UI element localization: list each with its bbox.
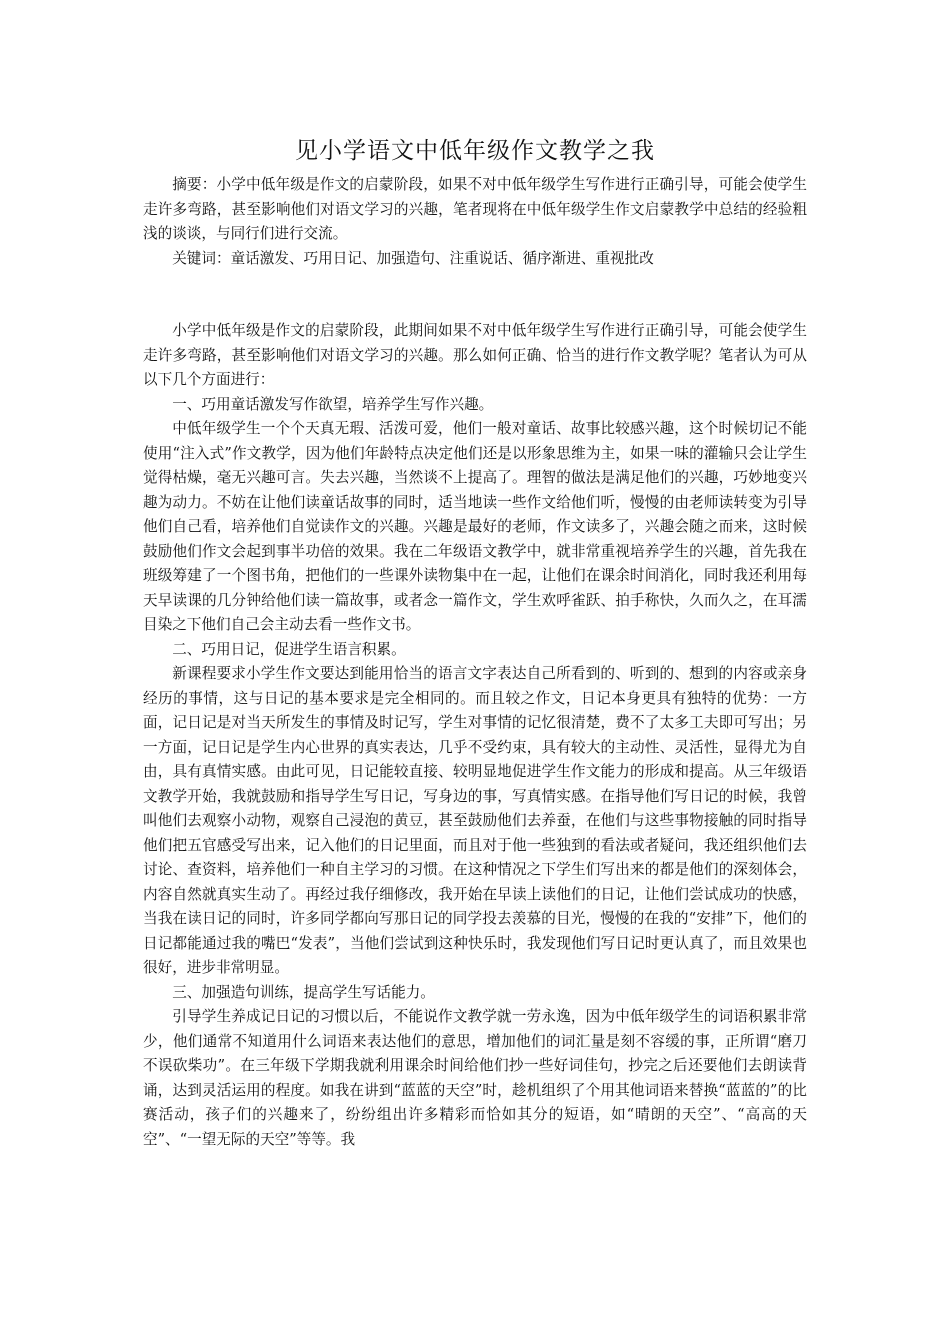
section-heading-1: 一、巧用童话激发写作欲望，培养学生写作兴趣。 [172,395,494,413]
body-paragraph-2: 新课程要求小学生作文要达到能用恰当的语言文字表达自己所看到的、听到的、想到的内容或亲身经历的事情，这与日记的基本要求是完全相同的。而且较之作文，日记本身更具有独特的优势：一方面，记日记是对当天所发生的事情及时记写，学生对事情的记忆很清楚，费不了太多工夫即可写出；另一方面，记日记是学生内心世界的真实表达，几乎不受约束，具有较大的主动性、灵活性，显得尤为自由，具有真情实感。由此可见，日记能较直接、较明显地促进学生作文能力的形成和提高。从三年级语文教学开始，我就鼓励和指导学生写日记，写身边的事，写真情实感。在指导他们写日记的时候，我曾叫他们去观察小动物，观察自己浸泡的黄豆，甚至鼓励他们去养蚕，在他们与这些事物接触的同时指导他们把五官感受写出来，记入他们的日记里面，而且对于他一些独到的看法或者疑问，我还组织他们去讨论、查资料，培养他们一种自主学习的习惯。在这种情况之下学生们写出来的都是他们的深刻体会，内容自然就真实生动了。再经过我仔细修改，我开始在早读上读他们的日记，让他们尝试成功的快感，当我在读日记的同时，许多同学都向写那日记的同学投去羡慕的目光，慢慢的在我的“安排”下，他们的日记都能通过我的嘴巴“发表”，当他们尝试到这种快乐时，我发现他们写日记时更认真了，而且效果也很好，进步非常明显。 [143,665,807,976]
intro-paragraph: 小学中低年级是作文的启蒙阶段，此期间如果不对中低年级学生写作进行正确引导，可能会使学生走许多弯路，甚至影响他们对语文学习的兴趣。那么如何正确、恰当的进行作文教学呢？笔者认为可从以下几个方面进行： [143,322,807,388]
body-paragraph-3: 引导学生养成记日记的习惯以后，不能说作文教学就一劳永逸，因为中低年级学生的词语积累非常少，他们通常不知道用什么词语来表达他们的意思，增加他们的词汇量是刻不容缓的事，正所谓“磨刀不误砍柴功”。在三年级下学期我就利用课余时间给他们抄一些好词佳句，抄完之后还要他们去朗读背诵，达到灵活运用的程度。如我在讲到“蓝蓝的天空”时，趁机组织了个用其他词语来替换“蓝蓝的”的比赛活动，孩子们的兴趣来了，纷纷组出许多精彩而恰如其分的短语，如“晴朗的天空”、“高高的天空”、“一望无际的天空”等等。我 [143,1008,807,1148]
body-paragraph-1: 中低年级学生一个个天真无瑕、活泼可爱，他们一般对童话、故事比较感兴趣，这个时候切记不能使用“注入式”作文教学，因为他们年龄特点决定他们还是以形象思维为主，如果一味的灌输只会让学生觉得枯燥，毫无兴趣可言。失去兴趣，当然谈不上提高了。理智的做法是满足他们的兴趣，巧妙地变兴趣为动力。不妨在让他们读童话故事的同时，适当地读一些作文给他们听，慢慢的由老师读转变为引导他们自己看，培养他们自觉读作文的兴趣。兴趣是最好的老师，作文读多了，兴趣会随之而来，这时候鼓励他们作文会起到事半功倍的效果。我在二年级语文教学中，就非常重视培养学生的兴趣，首先我在班级筹建了一个图书角，把他们的一些课外读物集中在一起，让他们在课余时间消化，同时我还利用每天早读课的几分钟给他们读一篇故事，或者念一篇作文，学生欢呼雀跃、拍手称快，久而久之，在耳濡目染之下他们自己会主动去看一些作文书。 [143,420,807,633]
abstract-paragraph: 摘要：小学中低年级是作文的启蒙阶段，如果不对中低年级学生写作进行正确引导，可能会使学生走许多弯路，甚至影响他们对语文学习的兴趣，笔者现将在中低年级学生作文启蒙教学中总结的经验粗浅的谈谈，与同行们进行交流。 [143,176,807,242]
document-title: 见小学语文中低年级作文教学之我 [295,138,655,164]
keywords-paragraph: 关键词：童话激发、巧用日记、加强造句、注重说话、循序渐进、重视批改 [172,249,654,267]
section-heading-3: 三、加强造句训练，提高学生写话能力。 [172,983,435,1001]
section-heading-2: 二、巧用日记，促进学生语言积累。 [172,640,406,658]
document-page [143,133,807,1152]
section-gap [143,271,807,319]
abstract-section [143,173,807,271]
body-section [143,319,807,1152]
